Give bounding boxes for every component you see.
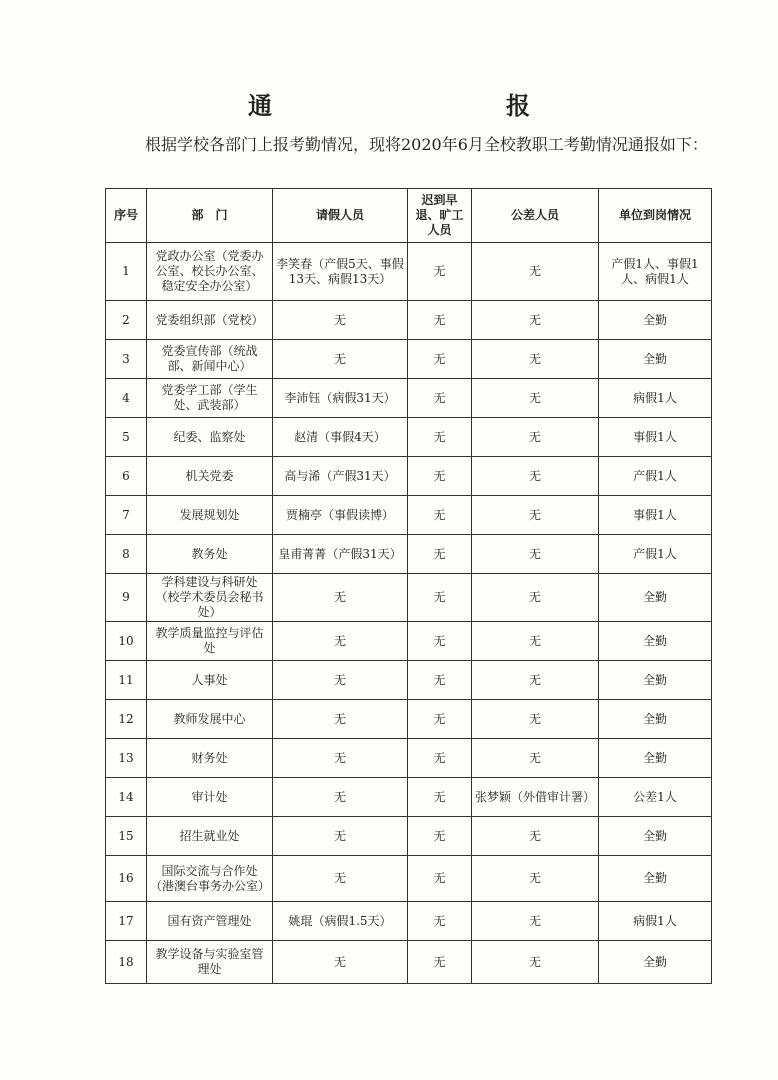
table-row [106, 700, 712, 739]
cell-leave: 无 [273, 301, 408, 340]
cell-status: 事假1人 [599, 496, 712, 535]
cell-business-trip: 无 [472, 941, 599, 984]
cell-leave: 皇甫菁菁（产假31天） [273, 535, 408, 574]
cell-leave: 无 [273, 622, 408, 661]
cell-business-trip: 无 [472, 739, 599, 778]
cell-business-trip: 无 [472, 243, 599, 301]
cell-department: 发展规划处 [147, 496, 273, 535]
cell-department: 党委宣传部（统战部、新闻中心） [147, 340, 273, 379]
table-row [106, 574, 712, 622]
table-row [106, 243, 712, 301]
cell-department: 国有资产管理处 [147, 902, 273, 941]
cell-status: 全勤 [599, 661, 712, 700]
table-row [106, 622, 712, 661]
table-row [106, 535, 712, 574]
cell-department: 教学质量监控与评估处 [147, 622, 273, 661]
cell-leave: 高与浠（产假31天） [273, 457, 408, 496]
table-row [106, 941, 712, 984]
cell-department: 党政办公室（党委办公室、校长办公室、稳定安全办公室） [147, 243, 273, 301]
cell-business-trip: 无 [472, 574, 599, 622]
table-row [106, 739, 712, 778]
cell-leave: 无 [273, 340, 408, 379]
cell-late-absent: 无 [408, 243, 472, 301]
cell-late-absent: 无 [408, 379, 472, 418]
cell-department: 财务处 [147, 739, 273, 778]
cell-department: 学科建设与科研处（校学术委员会秘书处） [147, 574, 273, 622]
cell-business-trip: 无 [472, 622, 599, 661]
cell-late-absent: 无 [408, 301, 472, 340]
cell-status: 事假1人 [599, 418, 712, 457]
cell-status: 全勤 [599, 739, 712, 778]
cell-department: 人事处 [147, 661, 273, 700]
cell-leave: 无 [273, 739, 408, 778]
header-leave: 请假人员 [273, 189, 408, 243]
cell-business-trip: 无 [472, 496, 599, 535]
cell-index: 7 [106, 496, 147, 535]
cell-late-absent: 无 [408, 574, 472, 622]
cell-late-absent: 无 [408, 700, 472, 739]
table-row [106, 379, 712, 418]
cell-late-absent: 无 [408, 902, 472, 941]
cell-business-trip: 无 [472, 902, 599, 941]
cell-status: 全勤 [599, 941, 712, 984]
cell-late-absent: 无 [408, 457, 472, 496]
page-title: 通 报 [248, 92, 592, 120]
cell-department: 招生就业处 [147, 817, 273, 856]
cell-index: 8 [106, 535, 147, 574]
cell-leave: 无 [273, 661, 408, 700]
cell-leave: 李沛钰（病假31天） [273, 379, 408, 418]
header-business-trip: 公差人员 [472, 189, 599, 243]
cell-business-trip: 无 [472, 700, 599, 739]
cell-business-trip: 无 [472, 661, 599, 700]
cell-status: 全勤 [599, 700, 712, 739]
cell-index: 1 [106, 243, 147, 301]
cell-leave: 无 [273, 700, 408, 739]
cell-leave: 无 [273, 817, 408, 856]
cell-late-absent: 无 [408, 856, 472, 902]
cell-business-trip: 无 [472, 856, 599, 902]
header-department: 部 门 [147, 189, 273, 243]
cell-department: 教学设备与实验室管理处 [147, 941, 273, 984]
cell-department: 纪委、监察处 [147, 418, 273, 457]
table-row [106, 457, 712, 496]
cell-business-trip: 无 [472, 817, 599, 856]
cell-index: 12 [106, 700, 147, 739]
cell-department: 审计处 [147, 778, 273, 817]
cell-late-absent: 无 [408, 739, 472, 778]
cell-leave: 贾楠亭（事假读博） [273, 496, 408, 535]
cell-index: 5 [106, 418, 147, 457]
table-row [106, 418, 712, 457]
cell-business-trip: 无 [472, 340, 599, 379]
cell-status: 全勤 [599, 574, 712, 622]
cell-business-trip: 无 [472, 301, 599, 340]
cell-leave: 无 [273, 778, 408, 817]
table-header-row [106, 189, 712, 243]
cell-index: 15 [106, 817, 147, 856]
table-row [106, 902, 712, 941]
cell-business-trip: 无 [472, 457, 599, 496]
cell-status: 全勤 [599, 622, 712, 661]
cell-index: 3 [106, 340, 147, 379]
cell-leave: 无 [273, 856, 408, 902]
cell-status: 全勤 [599, 340, 712, 379]
intro-paragraph: 根据学校各部门上报考勤情况，现将2020年6月全校教职工考勤情况通报如下： [145, 135, 708, 154]
table-row [106, 340, 712, 379]
cell-status: 病假1人 [599, 902, 712, 941]
table-row [106, 817, 712, 856]
header-index: 序号 [106, 189, 147, 243]
cell-leave: 李笑春（产假5天、事假13天、病假13天） [273, 243, 408, 301]
cell-status: 产假1人 [599, 535, 712, 574]
cell-late-absent: 无 [408, 622, 472, 661]
cell-status: 全勤 [599, 856, 712, 902]
cell-leave: 无 [273, 574, 408, 622]
cell-late-absent: 无 [408, 418, 472, 457]
cell-index: 13 [106, 739, 147, 778]
cell-department: 党委组织部（党校） [147, 301, 273, 340]
cell-index: 10 [106, 622, 147, 661]
table-row [106, 301, 712, 340]
cell-index: 17 [106, 902, 147, 941]
cell-index: 9 [106, 574, 147, 622]
header-late-absent: 迟到早退、旷工人员 [408, 189, 472, 243]
cell-department: 机关党委 [147, 457, 273, 496]
cell-index: 4 [106, 379, 147, 418]
cell-status: 产假1人 [599, 457, 712, 496]
cell-index: 14 [106, 778, 147, 817]
cell-late-absent: 无 [408, 941, 472, 984]
cell-status: 全勤 [599, 301, 712, 340]
cell-late-absent: 无 [408, 535, 472, 574]
cell-department: 党委学工部（学生处、武装部） [147, 379, 273, 418]
cell-index: 11 [106, 661, 147, 700]
cell-status: 病假1人 [599, 379, 712, 418]
cell-late-absent: 无 [408, 661, 472, 700]
cell-index: 2 [106, 301, 147, 340]
cell-leave: 无 [273, 941, 408, 984]
cell-department: 国际交流与合作处（港澳台事务办公室） [147, 856, 273, 902]
table-row [106, 661, 712, 700]
table-row [106, 856, 712, 902]
cell-late-absent: 无 [408, 778, 472, 817]
cell-late-absent: 无 [408, 817, 472, 856]
cell-leave: 姚琨（病假1.5天） [273, 902, 408, 941]
cell-department: 教务处 [147, 535, 273, 574]
cell-index: 16 [106, 856, 147, 902]
cell-late-absent: 无 [408, 496, 472, 535]
cell-department: 教师发展中心 [147, 700, 273, 739]
cell-late-absent: 无 [408, 340, 472, 379]
cell-business-trip: 张梦颖（外借审计署） [472, 778, 599, 817]
table-row [106, 778, 712, 817]
cell-status: 全勤 [599, 817, 712, 856]
cell-index: 18 [106, 941, 147, 984]
header-status: 单位到岗情况 [599, 189, 712, 243]
cell-business-trip: 无 [472, 379, 599, 418]
cell-status: 公差1人 [599, 778, 712, 817]
cell-business-trip: 无 [472, 418, 599, 457]
table-row [106, 496, 712, 535]
attendance-table [105, 188, 712, 984]
cell-status: 产假1人、事假1人、病假1人 [599, 243, 712, 301]
cell-index: 6 [106, 457, 147, 496]
cell-leave: 赵清（事假4天） [273, 418, 408, 457]
cell-business-trip: 无 [472, 535, 599, 574]
